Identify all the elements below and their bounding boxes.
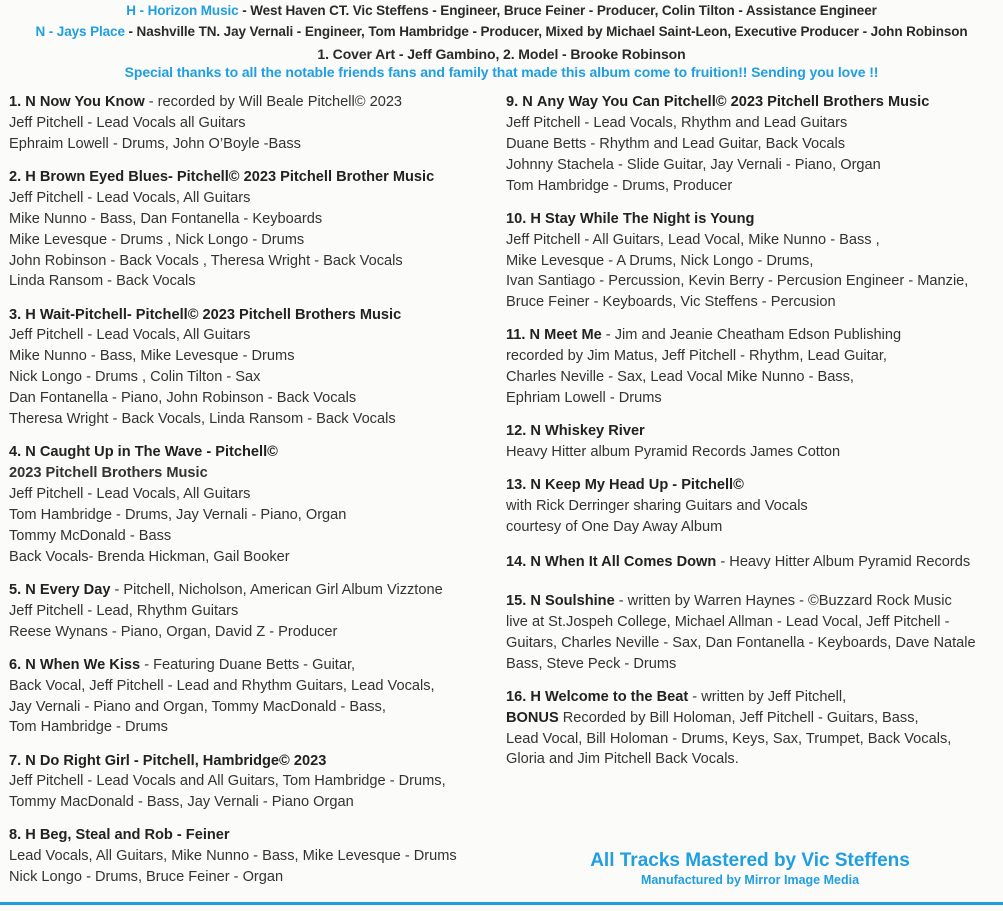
track-heading [506, 209, 1000, 230]
credit-line: Gloria and Jim Pitchell Back Vocals. [506, 751, 739, 768]
track-title: Beg, Steal and Rob - Feiner [39, 827, 230, 844]
track-number: 3. [9, 306, 22, 323]
credit-line: Jeff Pitchell - Lead Vocals, All Guitars [9, 189, 251, 206]
studio-code: N [25, 94, 36, 110]
credit-line: Guitars, Charles Neville - Sax, Dan Fontanella - Keyboards, Dave Natale [506, 634, 976, 651]
track-heading [9, 655, 489, 676]
track-item [9, 92, 489, 155]
credit-line: Lead Vocal, Bill Holoman - Drums, Keys, Sax, Trumpet, Back Vocals, [506, 730, 952, 747]
track-heading [506, 92, 1000, 113]
studio-code: N [530, 592, 541, 609]
studio-code: H [25, 168, 36, 185]
track-item [506, 421, 1000, 463]
studio-code: H [25, 306, 36, 323]
track-item [506, 552, 1000, 573]
track-title: Brown Eyed Blues- Pitchell© 2023 Pitchell Brother Music [39, 168, 435, 185]
studio-code: N [530, 423, 541, 440]
track-note: - recorded by Will Beale Pitchell© 2023 [144, 94, 403, 110]
credit-line: courtesy of One Day Away Album [506, 519, 723, 536]
track-list-left [9, 92, 489, 900]
credit-line: Charles Neville - Sax, Lead Vocal Mike Nunno - Bass, [506, 369, 854, 386]
track-number: 1. [9, 94, 22, 110]
studio-code: N [25, 752, 36, 769]
credit-line: Mike Levesque - A Drums, Nick Longo - Drums, [506, 252, 814, 269]
studio-code: H [530, 210, 541, 227]
studio-code: N [25, 444, 36, 461]
track-item [506, 92, 1000, 197]
header-line-jays-place [0, 24, 1003, 39]
track-title: When It All Comes Down [544, 553, 717, 570]
track-number: 9. [506, 94, 519, 110]
track-heading [506, 552, 1000, 573]
studio-code: N [25, 656, 36, 673]
bonus-line [506, 708, 1000, 729]
studio-code: H [530, 688, 541, 705]
track-note: - Jim and Jeanie Cheatham Edson Publishing [601, 327, 902, 344]
track-title: Now You Know [39, 94, 145, 110]
track-item [9, 825, 489, 888]
track-item [9, 305, 489, 430]
track-note: - Pitchell, Nicholson, American Girl Album Vizztone [110, 581, 443, 598]
track-item [506, 475, 1000, 538]
track-number: 11. [506, 327, 526, 344]
track-number: 8. [9, 827, 22, 844]
track-item [506, 325, 1000, 409]
cover-credits: 1. Cover Art - Jeff Gambino, 2. Model - Brooke Robinson [317, 46, 686, 62]
studio-code: H [25, 827, 36, 844]
credit-line: Jeff Pitchell - Lead Vocals all Guitars [9, 114, 246, 131]
studio-code: N [522, 94, 533, 110]
credit-line: Theresa Wright - Back Vocals, Linda Ransom - Back Vocals [9, 411, 396, 428]
header-line-horizon [0, 3, 1003, 18]
track-note: - Featuring Duane Betts - Guitar, [140, 656, 356, 673]
credit-line: with Rick Derringer sharing Guitars and Vocals [506, 498, 808, 515]
track-title: Soulshine [544, 592, 615, 609]
track-heading [9, 167, 489, 188]
bonus-credits: Recorded by Bill Holoman, Jeff Pitchell - Guitars, Bass, [558, 709, 919, 726]
bonus-label: BONUS [506, 709, 559, 726]
track-title: Any Way You Can Pitchell© 2023 Pitchell Brothers Music [536, 94, 930, 110]
track-heading [9, 92, 489, 113]
credit-line: live at St.Jospeh College, Michael Allman - Lead Vocal, Jeff Pitchell - [506, 613, 950, 630]
credit-line: Johnny Stachela - Slide Guitar, Jay Vernali - Piano, Organ [506, 156, 881, 173]
credit-line: Mike Levesque - Drums , Nick Longo - Drums [9, 231, 305, 248]
special-thanks: Special thanks to all the notable friends fans and family that made this album come to fruition!! Sending you love !! [124, 64, 879, 80]
credit-line: Tom Hambridge - Drums [9, 719, 168, 736]
track-heading [506, 687, 1000, 708]
track-title: When We Kiss [39, 656, 141, 673]
studio-code: N [530, 477, 541, 494]
credit-line: Duane Betts - Rhythm and Lead Guitar, Back Vocals [506, 135, 846, 152]
track-title: Welcome to the Beat [544, 688, 689, 705]
track-title-continued: 2023 Pitchell Brothers Music [9, 465, 208, 482]
track-title: Wait-Pitchell- Pitchell© 2023 Pitchell Brothers Music [39, 306, 402, 323]
studio-label-horizon: H - Horizon Music [126, 3, 239, 18]
credit-line: Tom Hambridge - Drums, Jay Vernali - Piano, Organ [9, 506, 347, 523]
track-heading [506, 325, 1000, 346]
credit-line: Ephraim Lowell - Drums, John O’Boyle -Bass [9, 135, 301, 152]
track-item [9, 751, 489, 814]
track-heading [9, 580, 489, 601]
header-line-jays-place-text: - Nashville TN. Jay Vernali - Engineer, Tom Hambridge - Producer, Mixed by Michael Saint-Leon, Executive Producer - John Robinson [124, 24, 968, 39]
mastered-credit: All Tracks Mastered by Vic Steffens [590, 850, 910, 871]
credit-line: Heavy Hitter album Pyramid Records James Cotton [506, 444, 841, 461]
credit-line: Ephriam Lowell - Drums [506, 390, 662, 407]
credit-line: Lead Vocals, All Guitars, Mike Nunno - Bass, Mike Levesque - Drums [9, 848, 457, 865]
track-heading [9, 751, 489, 772]
track-note: - written by Jeff Pitchell, [688, 688, 847, 705]
track-number: 5. [9, 581, 22, 598]
credit-line: Tommy McDonald - Bass [9, 527, 172, 544]
track-heading [9, 305, 489, 326]
track-note: - Heavy Hitter Album Pyramid Records [716, 553, 971, 570]
footer [560, 850, 940, 888]
track-number: 6. [9, 656, 22, 673]
credit-line: Tommy MacDonald - Bass, Jay Vernali - Piano Organ [9, 794, 354, 811]
track-number: 14. [506, 553, 527, 570]
track-heading [9, 825, 489, 846]
studio-label-jays-place: N - Jays Place [35, 24, 125, 39]
track-item [9, 167, 489, 292]
credit-line: Back Vocal, Jeff Pitchell - Lead and Rhythm Guitars, Lead Vocals, [9, 677, 435, 694]
credit-line: Reese Wynans - Piano, Organ, David Z - Producer [9, 623, 338, 640]
bottom-divider [0, 902, 1003, 905]
track-item [9, 580, 489, 643]
track-number: 12. [506, 423, 527, 440]
track-title: Every Day [39, 581, 111, 598]
studio-code: N [530, 553, 541, 570]
track-title: Keep My Head Up - Pitchell© [544, 477, 744, 494]
credit-line: Jeff Pitchell - Lead Vocals, All Guitars [9, 485, 251, 502]
track-list-right [506, 92, 1000, 783]
header-line-horizon-text: - West Haven CT. Vic Steffens - Engineer, Bruce Feiner - Producer, Colin Tilton - Assistance Engineer [238, 3, 877, 18]
credit-line: Back Vocals- Brenda Hickman, Gail Booker [9, 548, 290, 565]
credit-line: recorded by Jim Matus, Jeff Pitchell - Rhythm, Lead Guitar, [506, 348, 887, 365]
credit-line: Mike Nunno - Bass, Mike Levesque - Drums [9, 348, 295, 365]
studio-code: N [529, 327, 541, 344]
credit-line: Dan Fontanella - Piano, John Robinson - Back Vocals [9, 390, 357, 407]
track-number: 7. [9, 752, 22, 769]
credit-line: Ivan Santiago - Percussion, Kevin Berry - Percusion Engineer - Manzie, [506, 273, 969, 290]
credit-line: Linda Ransom - Back Vocals [9, 273, 196, 290]
credit-line: Jeff Pitchell - Lead, Rhythm Guitars [9, 602, 239, 619]
track-title: Whiskey River [544, 423, 645, 440]
track-number: 15. [506, 592, 527, 609]
track-number: 2. [9, 168, 22, 185]
studio-code: N [25, 581, 36, 598]
credit-line: Jeff Pitchell - Lead Vocals, Rhythm and Lead Guitars [506, 114, 848, 131]
track-heading [506, 475, 1000, 496]
track-title: Do Right Girl - Pitchell, Hambridge© 2023 [39, 752, 327, 769]
track-heading [9, 442, 489, 463]
track-heading [506, 591, 1000, 612]
credit-line: Tom Hambridge - Drums, Producer [506, 177, 733, 194]
credit-line: Mike Nunno - Bass, Dan Fontanella - Keyboards [9, 210, 323, 227]
track-heading [506, 421, 1000, 442]
credit-line: Bass, Steve Peck - Drums [506, 655, 677, 672]
track-item [9, 442, 489, 567]
track-number: 10. [506, 210, 527, 227]
track-title: Caught Up in The Wave - Pitchell© [39, 444, 278, 461]
credit-line: Jeff Pitchell - All Guitars, Lead Vocal, Mike Nunno - Bass , [506, 231, 880, 248]
track-item [9, 655, 489, 739]
credit-line: Jeff Pitchell - Lead Vocals, All Guitars [9, 327, 251, 344]
track-item [506, 209, 1000, 314]
track-item [506, 687, 1000, 771]
track-number: 16. [506, 688, 527, 705]
credit-line: Nick Longo - Drums, Bruce Feiner - Organ [9, 869, 284, 886]
track-number: 13. [506, 477, 527, 494]
track-title: Stay While The Night is Young [544, 210, 755, 227]
track-note: - written by Warren Haynes - ©Buzzard Rock Music [614, 592, 952, 609]
track-item [506, 591, 1000, 675]
track-title: Meet Me [544, 327, 602, 344]
manufacturer-credit: Manufactured by Mirror Image Media [640, 873, 860, 887]
track-number: 4. [9, 444, 22, 461]
credit-line: Nick Longo - Drums , Colin Tilton - Sax [9, 369, 261, 386]
credit-line: Jeff Pitchell - Lead Vocals and All Guitars, Tom Hambridge - Drums, [9, 773, 446, 790]
credit-line: John Robinson - Back Vocals , Theresa Wright - Back Vocals [9, 252, 403, 269]
credit-line: Jay Vernali - Piano and Organ, Tommy MacDonald - Bass, [9, 698, 386, 715]
credit-line: Bruce Feiner - Keyboards, Vic Steffens - Percusion [506, 294, 836, 311]
